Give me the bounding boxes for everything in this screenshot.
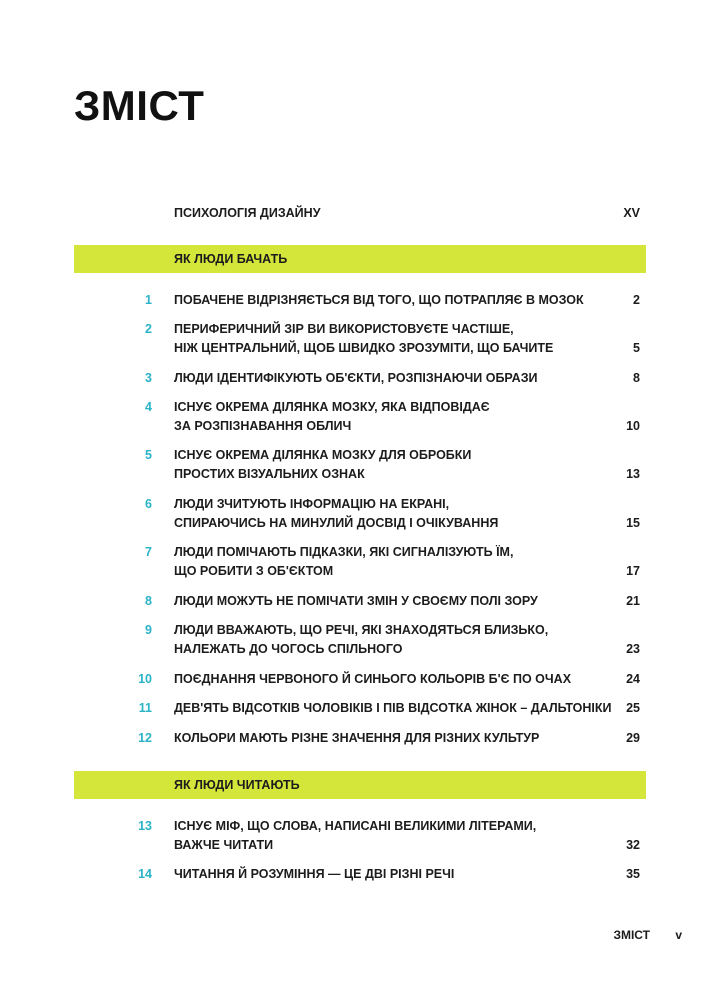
section-label: ЯК ЛЮДИ ЧИТАЮТЬ xyxy=(174,778,300,792)
toc-entry[interactable] xyxy=(0,865,720,884)
entry-number: 10 xyxy=(138,672,152,686)
entry-number: 4 xyxy=(145,400,152,414)
toc-entry[interactable] xyxy=(0,320,720,358)
entry-title: КОЛЬОРИ МАЮТЬ РІЗНЕ ЗНАЧЕННЯ ДЛЯ РІЗНИХ КУЛЬТУР xyxy=(174,731,540,745)
section-band-reading xyxy=(74,771,646,799)
entry-title: ІСНУЄ ОКРЕМА ДІЛЯНКА МОЗКУ ДЛЯ ОБРОБКИ ПРОСТИХ ВІЗУАЛЬНИХ ОЗНАК xyxy=(174,448,472,481)
toc-entry[interactable] xyxy=(0,621,720,659)
entry-title: ІСНУЄ ОКРЕМА ДІЛЯНКА МОЗКУ, ЯКА ВІДПОВІДАЄ ЗА РОЗПІЗНАВАННЯ ОБЛИЧ xyxy=(174,400,490,433)
page-number: v xyxy=(675,928,682,942)
section-label: ЯК ЛЮДИ БАЧАТЬ xyxy=(174,252,288,266)
entry-page: 13 xyxy=(626,467,640,481)
toc-intro[interactable] xyxy=(0,204,720,223)
entry-number: 11 xyxy=(138,701,152,715)
entry-number: 6 xyxy=(145,497,152,511)
entry-title: ДЕВ'ЯТЬ ВІДСОТКІВ ЧОЛОВІКІВ І ПІВ ВІДСОТКА ЖІНОК – ДАЛЬТОНІКИ xyxy=(174,701,612,715)
toc-entry[interactable] xyxy=(0,398,720,436)
toc-entry[interactable] xyxy=(0,495,720,533)
entry-number: 5 xyxy=(145,448,152,462)
entry-page: 23 xyxy=(626,642,640,656)
entry-number: 12 xyxy=(138,731,152,745)
entry-page: 35 xyxy=(626,867,640,881)
entry-number: 9 xyxy=(145,623,152,637)
entry-title: ЛЮДИ ЗЧИТУЮТЬ ІНФОРМАЦІЮ НА ЕКРАНІ, СПИРАЮЧИСЬ НА МИНУЛИЙ ДОСВІД І ОЧІКУВАННЯ xyxy=(174,497,499,530)
toc-entry[interactable] xyxy=(0,369,720,388)
entry-title: ЛЮДИ МОЖУТЬ НЕ ПОМІЧАТИ ЗМІН У СВОЄМУ ПОЛІ ЗОРУ xyxy=(174,594,538,608)
toc-entry[interactable] xyxy=(0,699,720,718)
running-footer-label: ЗМІСТ xyxy=(613,928,650,942)
entry-title: ЛЮДИ ВВАЖАЮТЬ, ЩО РЕЧІ, ЯКІ ЗНАХОДЯТЬСЯ БЛИЗЬКО, НАЛЕЖАТЬ ДО ЧОГОСЬ СПІЛЬНОГО xyxy=(174,623,549,656)
toc-intro-page: XV xyxy=(623,206,640,220)
entry-page: 5 xyxy=(633,341,640,355)
entry-number: 14 xyxy=(138,867,152,881)
entry-number: 7 xyxy=(145,545,152,559)
entry-title: ЛЮДИ ПОМІЧАЮТЬ ПІДКАЗКИ, ЯКІ СИГНАЛІЗУЮТЬ ЇМ, ЩО РОБИТИ З ОБ'ЄКТОМ xyxy=(174,545,514,578)
entry-page: 17 xyxy=(626,564,640,578)
entry-page: 2 xyxy=(633,293,640,307)
entry-title: ІСНУЄ МІФ, ЩО СЛОВА, НАПИСАНІ ВЕЛИКИМИ ЛІТЕРАМИ, ВАЖЧЕ ЧИТАТИ xyxy=(174,819,537,852)
toc-intro-text: ПСИХОЛОГІЯ ДИЗАЙНУ xyxy=(174,206,321,220)
entry-page: 24 xyxy=(626,672,640,686)
entry-page: 15 xyxy=(626,516,640,530)
entry-page: 21 xyxy=(626,594,640,608)
entry-page: 25 xyxy=(626,701,640,715)
entry-title: ЛЮДИ ІДЕНТИФІКУЮТЬ ОБ'ЄКТИ, РОЗПІЗНАЮЧИ ОБРАЗИ xyxy=(174,371,538,385)
toc-entry[interactable] xyxy=(0,729,720,748)
toc-entry[interactable] xyxy=(0,592,720,611)
entry-number: 8 xyxy=(145,594,152,608)
entry-number: 1 xyxy=(145,293,152,307)
entry-page: 32 xyxy=(626,838,640,852)
entry-page: 10 xyxy=(626,419,640,433)
toc-entry[interactable] xyxy=(0,291,720,310)
toc-entry[interactable] xyxy=(0,543,720,581)
page-title: ЗМІСТ xyxy=(74,82,205,129)
entry-page: 8 xyxy=(633,371,640,385)
entry-number: 2 xyxy=(145,322,152,336)
entry-title: ЧИТАННЯ Й РОЗУМІННЯ — ЦЕ ДВІ РІЗНІ РЕЧІ xyxy=(174,867,455,881)
section-band-seeing xyxy=(74,245,646,273)
entry-title: ПЕРИФЕРИЧНИЙ ЗІР ВИ ВИКОРИСТОВУЄТЕ ЧАСТІШЕ, НІЖ ЦЕНТРАЛЬНИЙ, ЩОБ ШВИДКО ЗРОЗУМІТИ, ЩО БАЧИТЕ xyxy=(174,322,554,355)
toc-entry[interactable] xyxy=(0,446,720,484)
entry-page: 29 xyxy=(626,731,640,745)
entry-number: 13 xyxy=(138,819,152,833)
entry-number: 3 xyxy=(145,371,152,385)
entry-title: ПОЄДНАННЯ ЧЕРВОНОГО Й СИНЬОГО КОЛЬОРІВ Б'Є ПО ОЧАХ xyxy=(174,672,572,686)
toc-entry[interactable] xyxy=(0,817,720,855)
toc-entry[interactable] xyxy=(0,670,720,689)
entry-title: ПОБАЧЕНЕ ВІДРІЗНЯЄТЬСЯ ВІД ТОГО, ЩО ПОТРАПЛЯЄ В МОЗОК xyxy=(174,293,584,307)
